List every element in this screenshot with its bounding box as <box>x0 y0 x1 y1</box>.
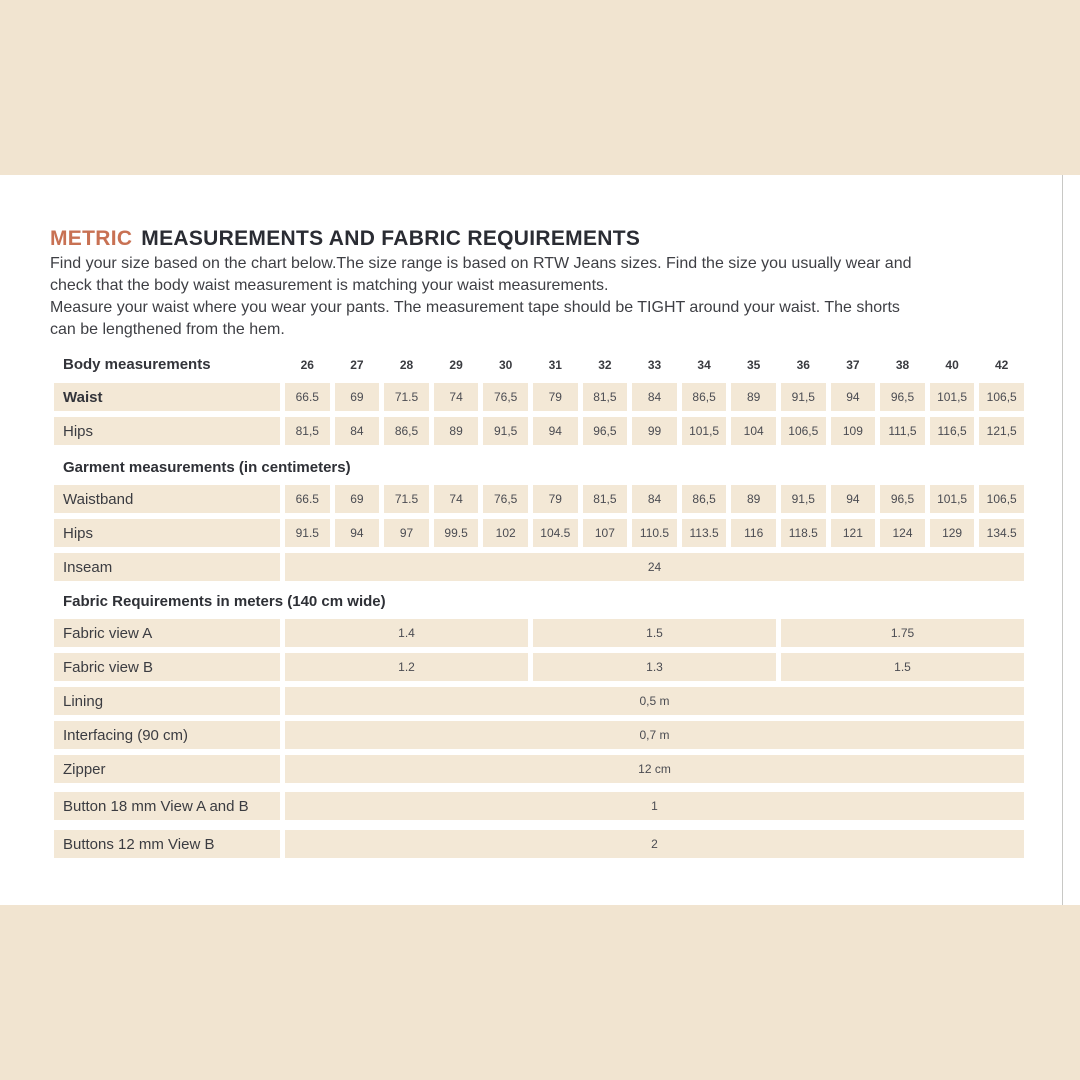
waist-value-cell: 94 <box>831 383 876 411</box>
waistband-value-cell: 86,5 <box>682 485 727 513</box>
intro-text <box>50 253 1010 341</box>
waistband-value-cell: 94 <box>831 485 876 513</box>
table-row-buttons-12mm <box>54 830 1024 858</box>
fabric-a-value-cell: 1.4 <box>285 619 528 647</box>
size-label: 26 <box>300 357 314 372</box>
garment-hips-value-cell: 107 <box>583 519 628 547</box>
waistband-value-cell: 71.5 <box>384 485 429 513</box>
table-row-inseam <box>54 553 1024 581</box>
garment-hips-value-cell: 129 <box>930 519 975 547</box>
garment-hips-value-cell: 116 <box>731 519 776 547</box>
row-label-fabric-view-b: Fabric view B <box>54 653 280 681</box>
intro-line: Measure your waist where you wear your pants. The measurement tape should be TIGHT around your waist. The shorts <box>50 299 900 316</box>
waistband-value-cell: 96,5 <box>880 485 925 513</box>
hips-value-cell: 81,5 <box>285 417 330 445</box>
waistband-value-cell: 66.5 <box>285 485 330 513</box>
waist-value-cell: 89 <box>731 383 776 411</box>
table-row-fabric-view-b <box>54 653 1024 681</box>
garment-hips-value-cell: 113.5 <box>682 519 727 547</box>
table-row-button-18mm <box>54 792 1024 820</box>
hips-value-cell: 106,5 <box>781 417 826 445</box>
title-rest: MEASUREMENTS AND FABRIC REQUIREMENTS <box>141 227 641 250</box>
hips-value-cell: 101,5 <box>682 417 727 445</box>
waist-value-cell: 101,5 <box>930 383 975 411</box>
page-edge-line <box>1062 175 1063 905</box>
garment-hips-value-cell: 97 <box>384 519 429 547</box>
size-label: 27 <box>350 357 364 372</box>
garment-hips-value-cell: 91.5 <box>285 519 330 547</box>
size-label: 30 <box>499 357 513 372</box>
waistband-value-cell: 81,5 <box>583 485 628 513</box>
waist-value-cell: 86,5 <box>682 383 727 411</box>
row-label-buttons-12mm: Buttons 12 mm View B <box>54 830 280 858</box>
waist-value-cell: 79 <box>533 383 578 411</box>
garment-section-header: Garment measurements (in centimeters) <box>63 458 351 476</box>
row-label-waist: Waist <box>54 383 280 411</box>
waistband-value-cell: 74 <box>434 485 479 513</box>
row-label-fabric-view-a: Fabric view A <box>54 619 280 647</box>
hips-value-cell: 99 <box>632 417 677 445</box>
table-row-waistband <box>54 485 1024 513</box>
garment-hips-value-cell: 104.5 <box>533 519 578 547</box>
size-label: 35 <box>747 357 761 372</box>
lining-value-cell: 0,5 m <box>285 687 1024 715</box>
row-label-hips: Hips <box>54 417 280 445</box>
hips-value-cell: 109 <box>831 417 876 445</box>
fabric-a-value-cell: 1.5 <box>533 619 776 647</box>
waistband-values <box>285 485 1024 513</box>
title-highlight: METRIC <box>50 227 133 250</box>
garment-hips-value-cell: 99.5 <box>434 519 479 547</box>
buttons-12mm-value-cell: 2 <box>285 830 1024 858</box>
hips-value-cell: 84 <box>335 417 380 445</box>
hips-value-cell: 111,5 <box>880 417 925 445</box>
intro-line: check that the body waist measurement is matching your waist measurements. <box>50 277 609 294</box>
table-row-interfacing <box>54 721 1024 749</box>
fabric-b-value-cell: 1.3 <box>533 653 776 681</box>
page-title <box>50 227 640 251</box>
size-label: 40 <box>945 357 959 372</box>
body-measurements-header: Body measurements <box>63 356 211 373</box>
waistband-value-cell: 89 <box>731 485 776 513</box>
size-label: 28 <box>399 357 414 372</box>
hips-value-cell: 94 <box>533 417 578 445</box>
row-label-lining: Lining <box>54 687 280 715</box>
fabric-view-a-values <box>285 619 1024 647</box>
size-label: 32 <box>598 357 612 372</box>
hips-values <box>285 417 1024 445</box>
waistband-value-cell: 84 <box>632 485 677 513</box>
waist-value-cell: 74 <box>434 383 479 411</box>
row-label-garment-hips: Hips <box>54 519 280 547</box>
size-label: 33 <box>647 357 662 372</box>
interfacing-value-cell: 0,7 m <box>285 721 1024 749</box>
size-labels <box>285 352 1024 377</box>
size-label: 38 <box>895 357 910 372</box>
waistband-value-cell: 91,5 <box>781 485 826 513</box>
table-row-lining <box>54 687 1024 715</box>
waist-value-cell: 71.5 <box>384 383 429 411</box>
inseam-value-cell: 24 <box>285 553 1024 581</box>
intro-line: can be lengthened from the hem. <box>50 321 285 338</box>
hips-value-cell: 96,5 <box>583 417 628 445</box>
table-row-body-hips <box>54 417 1024 445</box>
waist-value-cell: 69 <box>335 383 380 411</box>
waist-value-cell: 84 <box>632 383 677 411</box>
garment-hips-value-cell: 118.5 <box>781 519 826 547</box>
hips-value-cell: 86,5 <box>384 417 429 445</box>
hips-value-cell: 121,5 <box>979 417 1024 445</box>
garment-hips-value-cell: 124 <box>880 519 925 547</box>
garment-hips-value-cell: 94 <box>335 519 380 547</box>
fabric-section-header: Fabric Requirements in meters (140 cm wide) <box>63 592 386 610</box>
table-row-garment-hips <box>54 519 1024 547</box>
row-label-button-18mm: Button 18 mm View A and B <box>54 792 280 820</box>
fabric-b-value-cell: 1.5 <box>781 653 1024 681</box>
table-row-zipper <box>54 755 1024 783</box>
garment-hips-value-cell: 102 <box>483 519 528 547</box>
garment-hips-value-cell: 121 <box>831 519 876 547</box>
button-18mm-value-cell: 1 <box>285 792 1024 820</box>
garment-hips-value-cell: 134.5 <box>979 519 1024 547</box>
waist-value-cell: 76,5 <box>483 383 528 411</box>
row-label-interfacing: Interfacing (90 cm) <box>54 721 280 749</box>
waist-value-cell: 106,5 <box>979 383 1024 411</box>
row-label-waistband: Waistband <box>54 485 280 513</box>
zipper-value-cell: 12 cm <box>285 755 1024 783</box>
table-row-body-waist <box>54 383 1024 411</box>
waistband-value-cell: 106,5 <box>979 485 1024 513</box>
size-label: 37 <box>846 357 860 372</box>
waist-values <box>285 383 1024 411</box>
waist-value-cell: 66.5 <box>285 383 330 411</box>
garment-hips-value-cell: 110.5 <box>632 519 677 547</box>
inseam-value-area <box>285 553 1024 581</box>
row-label-zipper: Zipper <box>54 755 280 783</box>
intro-line: Find your size based on the chart below.The size range is based on RTW Jeans sizes. Find the size you usually wear and <box>50 255 912 272</box>
size-label: 31 <box>548 357 562 372</box>
waistband-value-cell: 69 <box>335 485 380 513</box>
waist-value-cell: 96,5 <box>880 383 925 411</box>
fabric-b-value-cell: 1.2 <box>285 653 528 681</box>
waist-value-cell: 91,5 <box>781 383 826 411</box>
hips-value-cell: 91,5 <box>483 417 528 445</box>
measurements-table <box>54 352 1024 864</box>
size-label: 34 <box>697 357 711 372</box>
size-label: 36 <box>796 357 810 372</box>
sizes-header-row <box>54 352 1024 377</box>
garment-hips-values <box>285 519 1024 547</box>
waistband-value-cell: 76,5 <box>483 485 528 513</box>
row-label-inseam: Inseam <box>54 553 280 581</box>
hips-value-cell: 104 <box>731 417 776 445</box>
fabric-view-b-values <box>285 653 1024 681</box>
table-row-fabric-view-a <box>54 619 1024 647</box>
hips-value-cell: 116,5 <box>930 417 975 445</box>
size-label: 42 <box>995 357 1009 372</box>
waistband-value-cell: 79 <box>533 485 578 513</box>
size-label: 29 <box>449 357 463 372</box>
waistband-value-cell: 101,5 <box>930 485 975 513</box>
hips-value-cell: 89 <box>434 417 479 445</box>
waist-value-cell: 81,5 <box>583 383 628 411</box>
fabric-a-value-cell: 1.75 <box>781 619 1024 647</box>
